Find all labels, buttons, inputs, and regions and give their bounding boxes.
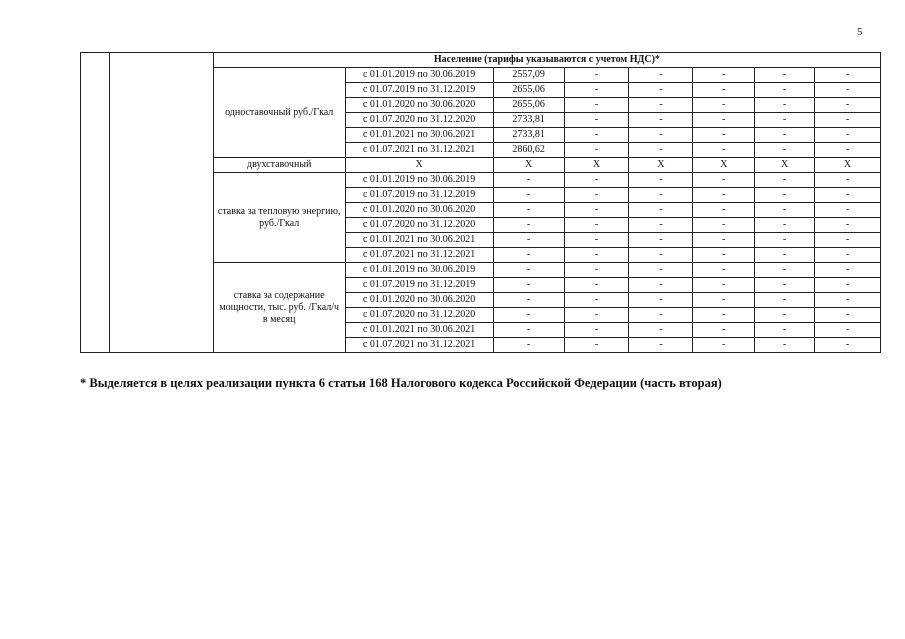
tariff-value-cell: - [493, 278, 564, 293]
dash-cell: - [564, 338, 629, 353]
dash-cell: - [693, 68, 755, 83]
tariff-value-cell: - [493, 188, 564, 203]
dash-cell: - [629, 173, 693, 188]
period-cell: с 01.07.2021 по 31.12.2021 [345, 338, 493, 353]
dash-cell: - [814, 128, 880, 143]
dash-cell: - [564, 98, 629, 113]
x-cell: X [629, 158, 693, 173]
dash-cell: - [814, 248, 880, 263]
period-cell: с 01.07.2020 по 31.12.2020 [345, 218, 493, 233]
tariff-value-cell: - [493, 293, 564, 308]
dash-cell: - [755, 188, 815, 203]
dash-cell: - [693, 173, 755, 188]
dash-cell: - [755, 83, 815, 98]
dash-cell: - [564, 218, 629, 233]
dash-cell: - [755, 263, 815, 278]
dash-cell: - [814, 68, 880, 83]
dash-cell: - [564, 203, 629, 218]
period-cell: с 01.07.2019 по 31.12.2019 [345, 278, 493, 293]
dash-cell: - [814, 218, 880, 233]
dash-cell: - [629, 113, 693, 128]
dash-cell: - [814, 98, 880, 113]
period-cell: с 01.01.2021 по 30.06.2021 [345, 323, 493, 338]
dash-cell: - [693, 308, 755, 323]
page-number: 5 [857, 26, 863, 38]
tariff-value-cell: - [493, 263, 564, 278]
group-label: двухставочный [213, 158, 345, 173]
dash-cell: - [564, 323, 629, 338]
dash-cell: - [755, 218, 815, 233]
x-cell: X [345, 158, 493, 173]
tariff-value-cell: 2557,09 [493, 68, 564, 83]
period-cell: с 01.01.2019 по 30.06.2019 [345, 263, 493, 278]
blank-cell [81, 53, 110, 353]
tariff-value-cell: 2860,62 [493, 143, 564, 158]
dash-cell: - [564, 308, 629, 323]
dash-cell: - [693, 128, 755, 143]
period-cell: с 01.01.2020 по 30.06.2020 [345, 293, 493, 308]
footnote: * Выделяется в целях реализации пункта 6 статьи 168 Налогового кодекса Российской Федерации (часть вторая) [80, 376, 722, 390]
dash-cell: - [564, 68, 629, 83]
period-cell: с 01.01.2019 по 30.06.2019 [345, 173, 493, 188]
period-cell: с 01.01.2021 по 30.06.2021 [345, 128, 493, 143]
period-cell: с 01.01.2019 по 30.06.2019 [345, 68, 493, 83]
tariff-value-cell: - [493, 203, 564, 218]
dash-cell: - [755, 173, 815, 188]
dash-cell: - [814, 323, 880, 338]
dash-cell: - [755, 98, 815, 113]
period-cell: с 01.01.2021 по 30.06.2021 [345, 233, 493, 248]
group-label: ставка за тепловую энергию, руб./Гкал [213, 173, 345, 263]
dash-cell: - [755, 128, 815, 143]
dash-cell: - [814, 173, 880, 188]
dash-cell: - [814, 278, 880, 293]
dash-cell: - [814, 83, 880, 98]
dash-cell: - [629, 338, 693, 353]
dash-cell: - [629, 293, 693, 308]
x-cell: X [814, 158, 880, 173]
dash-cell: - [629, 83, 693, 98]
tariff-value-cell: - [493, 308, 564, 323]
dash-cell: - [629, 323, 693, 338]
dash-cell: - [564, 113, 629, 128]
dash-cell: - [564, 173, 629, 188]
dash-cell: - [693, 143, 755, 158]
x-cell: X [755, 158, 815, 173]
period-cell: с 01.07.2019 по 31.12.2019 [345, 188, 493, 203]
dash-cell: - [755, 143, 815, 158]
dash-cell: - [629, 143, 693, 158]
dash-cell: - [693, 113, 755, 128]
section-title: Население (тарифы указываются с учетом НДС)* [213, 53, 880, 68]
dash-cell: - [755, 68, 815, 83]
dash-cell: - [755, 113, 815, 128]
dash-cell: - [814, 113, 880, 128]
dash-cell: - [693, 188, 755, 203]
period-cell: с 01.07.2020 по 31.12.2020 [345, 308, 493, 323]
group-label: одноставочный руб./Гкал [213, 68, 345, 158]
tariff-value-cell: - [493, 218, 564, 233]
dash-cell: - [755, 338, 815, 353]
dash-cell: - [564, 263, 629, 278]
period-cell: с 01.01.2020 по 30.06.2020 [345, 98, 493, 113]
dash-cell: - [693, 338, 755, 353]
x-cell: X [693, 158, 755, 173]
dash-cell: - [629, 248, 693, 263]
dash-cell: - [755, 278, 815, 293]
tariff-value-cell: - [493, 248, 564, 263]
dash-cell: - [629, 128, 693, 143]
dash-cell: - [814, 233, 880, 248]
period-cell: с 01.07.2020 по 31.12.2020 [345, 113, 493, 128]
dash-cell: - [814, 188, 880, 203]
tariff-value-cell: 2655,06 [493, 98, 564, 113]
dash-cell: - [629, 188, 693, 203]
dash-cell: - [564, 143, 629, 158]
period-cell: с 01.07.2021 по 31.12.2021 [345, 143, 493, 158]
dash-cell: - [814, 338, 880, 353]
dash-cell: - [564, 128, 629, 143]
dash-cell: - [629, 278, 693, 293]
dash-cell: - [693, 83, 755, 98]
dash-cell: - [564, 233, 629, 248]
dash-cell: - [755, 323, 815, 338]
group-label: ставка за содержание мощности, тыс. руб. /Гкал/ч в месяц [213, 263, 345, 353]
dash-cell: - [814, 203, 880, 218]
dash-cell: - [629, 263, 693, 278]
dash-cell: - [629, 203, 693, 218]
dash-cell: - [814, 293, 880, 308]
period-cell: с 01.07.2021 по 31.12.2021 [345, 248, 493, 263]
dash-cell: - [564, 83, 629, 98]
tariff-value-cell: 2655,06 [493, 83, 564, 98]
dash-cell: - [629, 233, 693, 248]
dash-cell: - [629, 218, 693, 233]
dash-cell: - [629, 98, 693, 113]
dash-cell: - [629, 68, 693, 83]
tariff-value-cell: - [493, 323, 564, 338]
tariff-value-cell: 2733,81 [493, 113, 564, 128]
tariff-value-cell: - [493, 233, 564, 248]
dash-cell: - [564, 248, 629, 263]
x-cell: X [493, 158, 564, 173]
dash-cell: - [564, 293, 629, 308]
dash-cell: - [814, 308, 880, 323]
dash-cell: - [755, 233, 815, 248]
tariff-value-cell: - [493, 338, 564, 353]
dash-cell: - [629, 308, 693, 323]
period-cell: с 01.07.2019 по 31.12.2019 [345, 83, 493, 98]
tariff-table [80, 52, 881, 353]
dash-cell: - [693, 203, 755, 218]
x-cell: X [564, 158, 629, 173]
dash-cell: - [564, 278, 629, 293]
blank-cell [110, 53, 213, 353]
dash-cell: - [755, 203, 815, 218]
dash-cell: - [755, 248, 815, 263]
section-header-row [81, 53, 881, 68]
dash-cell: - [693, 218, 755, 233]
dash-cell: - [693, 233, 755, 248]
dash-cell: - [693, 293, 755, 308]
dash-cell: - [693, 98, 755, 113]
tariff-value-cell: - [493, 173, 564, 188]
dash-cell: - [814, 263, 880, 278]
dash-cell: - [755, 308, 815, 323]
dash-cell: - [814, 143, 880, 158]
dash-cell: - [693, 248, 755, 263]
period-cell: с 01.01.2020 по 30.06.2020 [345, 203, 493, 218]
dash-cell: - [564, 188, 629, 203]
tariff-value-cell: 2733,81 [493, 128, 564, 143]
dash-cell: - [693, 263, 755, 278]
dash-cell: - [693, 323, 755, 338]
dash-cell: - [755, 293, 815, 308]
dash-cell: - [693, 278, 755, 293]
